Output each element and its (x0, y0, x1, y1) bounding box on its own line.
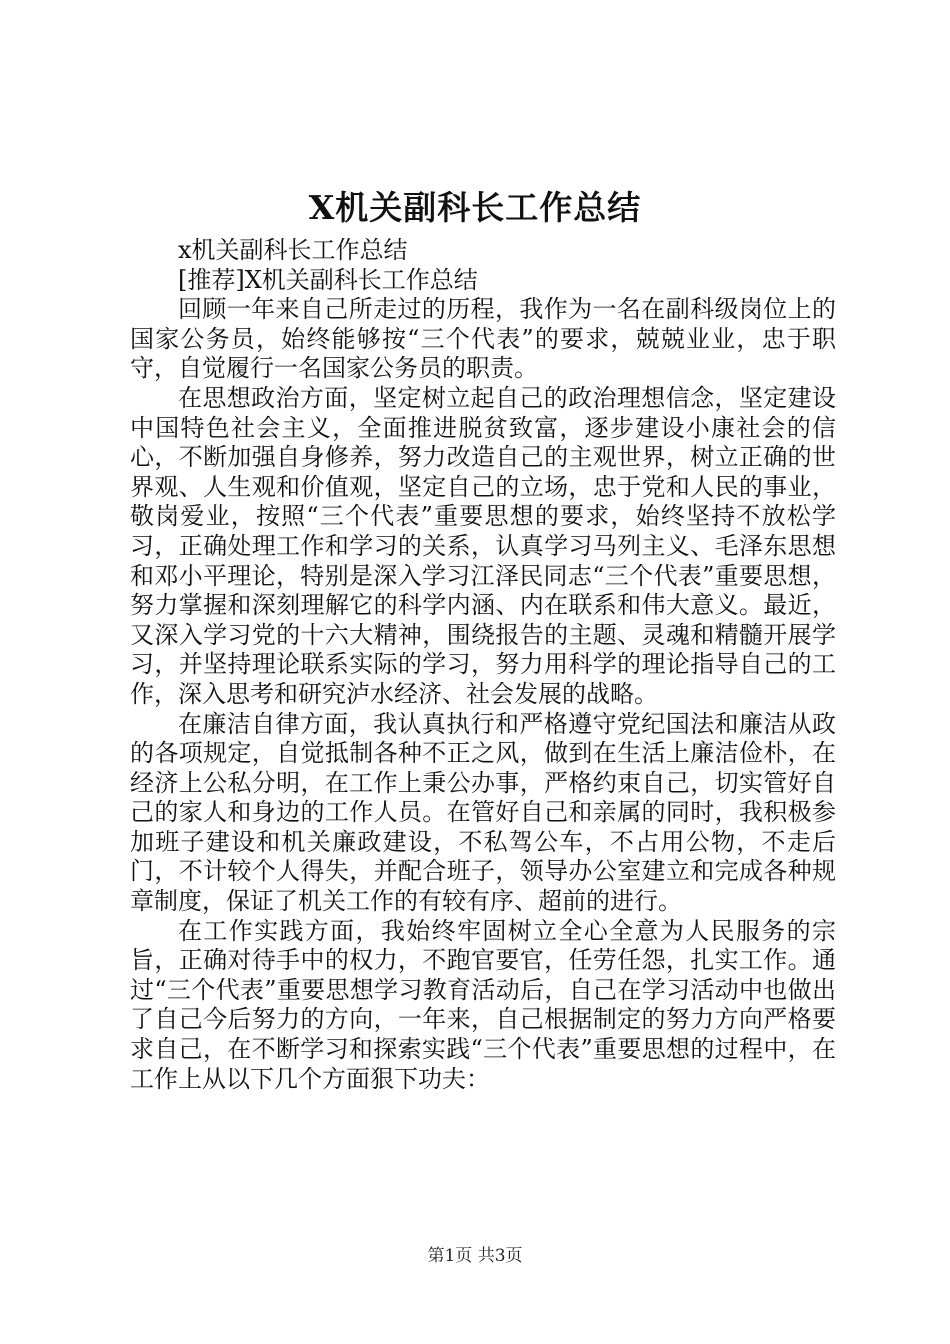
paragraph-political: 在思想政治方面，坚定树立起自己的政治理想信念，坚定建设中国特色社会主义，全面推进脱贫致富，逐步建设小康社会的信心，不断加强自身修养，努力改造自己的主观世界，树立正确的世界观、人生观和价值观，坚定自己的立场，忠于党和人民的事业，敬岗爱业，按照“三个代表”重要思想的要求，始终坚持不放松学习，正确处理工作和学习的关系，认真学习马列主义、毛泽东思想和邓小平理论，特别是深入学习江泽民同志“三个代表”重要思想，努力掌握和深刻理解它的科学内涵、内在联系和伟大意义。最近，又深入学习党的十六大精神，围绕报告的主题、灵魂和精髓开展学习，并坚持理论联系实际的学习，努力用科学的理论指导自己的工作，深入思考和研究泸水经济、社会发展的战略。 (130, 383, 836, 708)
document-title: X机关副科长工作总结 (308, 188, 642, 227)
paragraph-recommend-heading: [推荐]X机关副科长工作总结 (178, 265, 478, 294)
paragraph-integrity: 在廉洁自律方面，我认真执行和严格遵守党纪国法和廉洁从政的各项规定，自觉抵制各种不正之风，做到在生活上廉洁俭朴，在经济上公私分明，在工作上秉公办事，严格约束自己，切实管好自己的家人和身边的工作人员。在管好自己和亲属的同时，我积极参加班子建设和机关廉政建设，不私驾公车，不占用公物，不走后门，不计较个人得失，并配合班子，领导办公室建立和完成各种规章制度，保证了机关工作的有较有序、超前的进行。 (130, 709, 836, 916)
document-body (130, 236, 836, 1094)
paragraph-work-practice: 在工作实践方面，我始终牢固树立全心全意为人民服务的宗旨，正确对待手中的权力，不跑官要官，任劳任怨，扎实工作。通过“三个代表”重要思想学习教育活动后，自己在学习活动中也做出了自己今后努力的方向，一年来，自己根据制定的努力方向严格要求自己，在不断学习和探索实践“三个代表”重要思想的过程中，在工作上从以下几个方面狠下功夫： (130, 916, 836, 1093)
paragraph-subtitle: x机关副科长工作总结 (178, 236, 408, 264)
page-footer: 第1页 共3页 (427, 1246, 523, 1266)
paragraph-review: 回顾一年来自己所走过的历程，我作为一名在副科级岗位上的国家公务员，始终能够按“三个代表”的要求，兢兢业业，忠于职守，自觉履行一名国家公务员的职责。 (130, 295, 836, 383)
